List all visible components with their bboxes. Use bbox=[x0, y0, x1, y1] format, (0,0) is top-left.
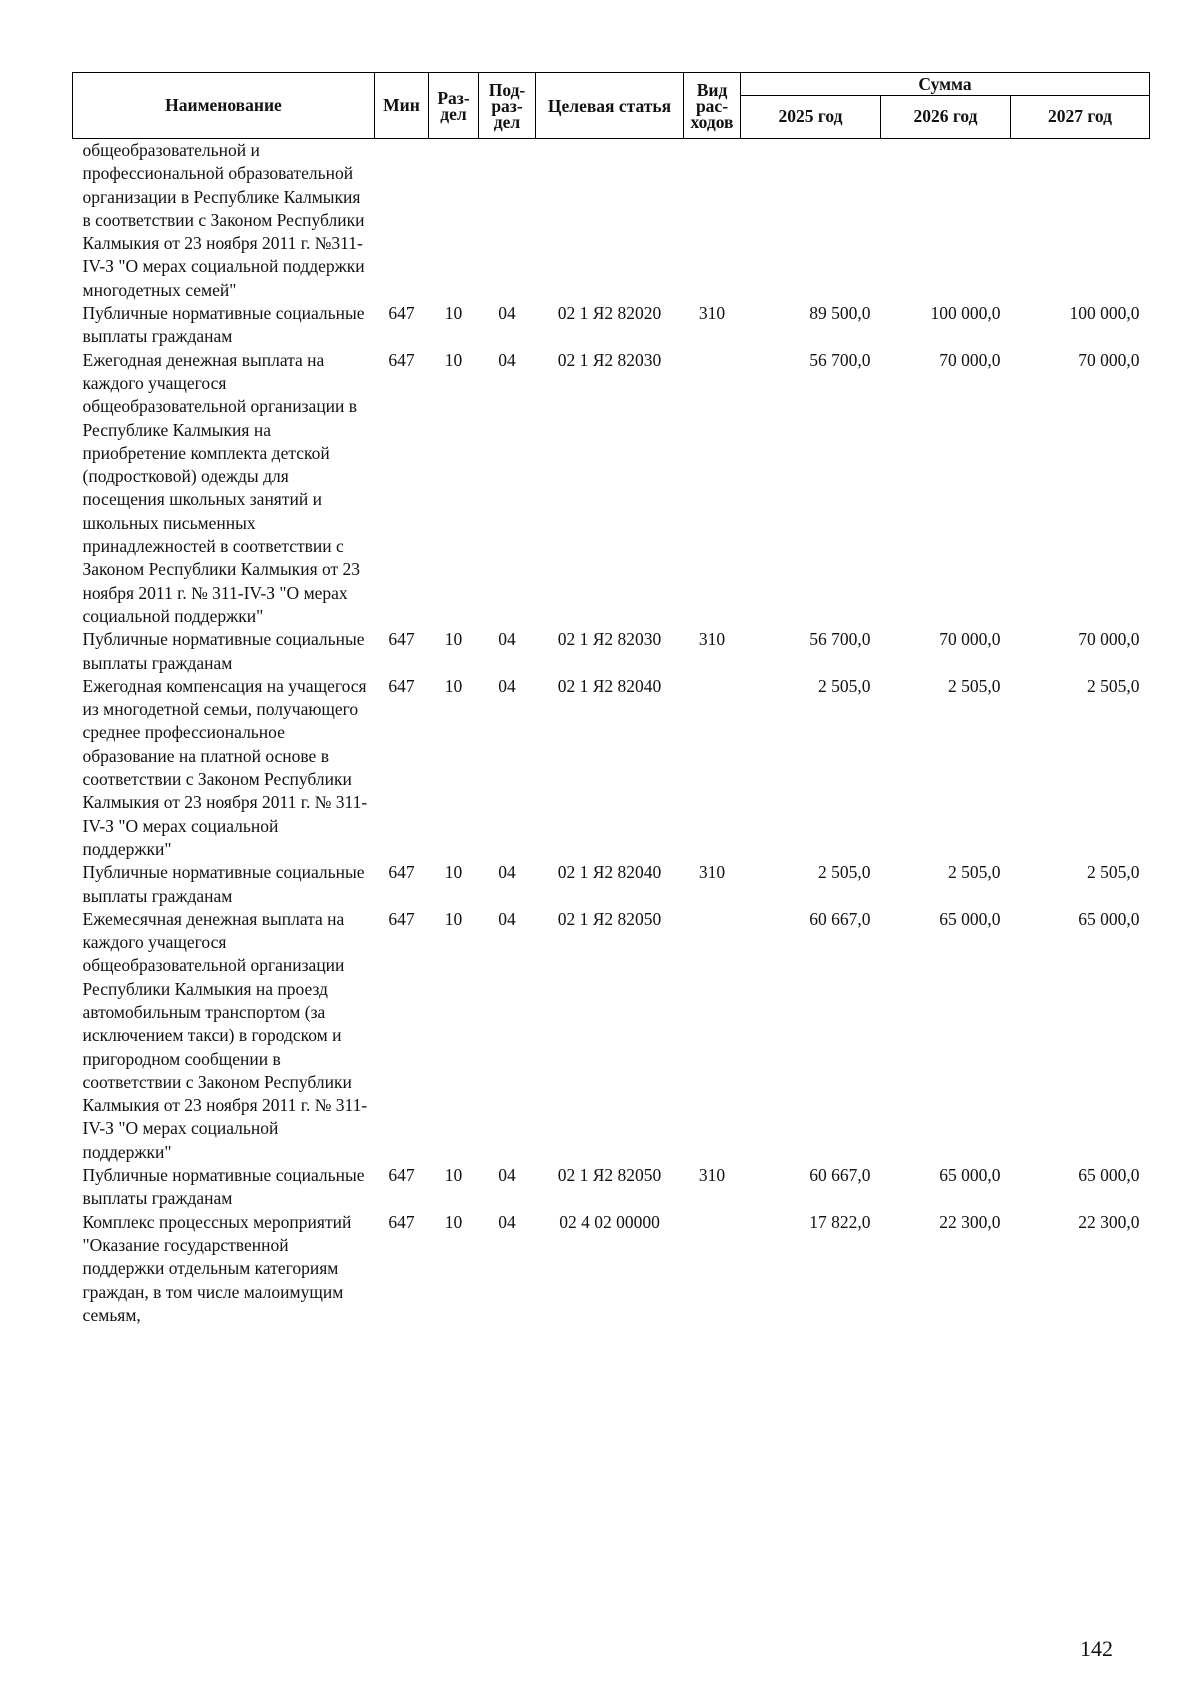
cell-name: Ежегодная компенсация на учащегося из многодетной семьи, получающего среднее профессиональное образование на платной основе в соответствии с Законом Республики Калмыкия от 23 ноября 2011 г. № 311-IV-З "О мерах социальной поддержки" bbox=[82, 675, 368, 859]
cell-sum-2026: 65 000,0 bbox=[939, 1165, 1001, 1186]
cell-name: Публичные нормативные социальные выплаты гражданам bbox=[82, 629, 365, 673]
table-body bbox=[73, 139, 1150, 1328]
cell-sum-2025: 56 700,0 bbox=[809, 629, 871, 650]
cell-podrazdel: 04 bbox=[498, 908, 516, 929]
header-vid-rashodov: Вид рас- ходов bbox=[684, 73, 741, 139]
cell-sum-2025: 60 667,0 bbox=[809, 1165, 871, 1186]
cell-vid-rashodov: 310 bbox=[698, 1165, 726, 1186]
cell-razdel: 10 bbox=[444, 862, 463, 883]
cell-min: 647 bbox=[388, 1211, 415, 1232]
cell-min bbox=[375, 139, 429, 303]
cell-vid-rashodov bbox=[684, 908, 741, 1164]
cell-razdel: 10 bbox=[444, 303, 463, 324]
table-header bbox=[73, 73, 1150, 139]
budget-table bbox=[72, 72, 1150, 1327]
cell-sum-2025: 2 505,0 bbox=[818, 675, 871, 696]
cell-sum-2027: 2 505,0 bbox=[1087, 675, 1140, 696]
cell-sum-2025: 89 500,0 bbox=[809, 303, 871, 324]
cell-vid-rashodov: 310 bbox=[698, 629, 726, 650]
cell-name: Ежегодная денежная выплата на каждого учащегося общеобразовательной организации в Республике Калмыкия на приобретение комплекта детской (подростковой) одежды для посещения школьных занятий и школьных письменных принадлежностей в соответствии с Законом Республики Калмыкия от 23 ноября 2011 г. № 311-IV-З "О мерах социальной поддержки" bbox=[82, 349, 361, 626]
cell-razdel: 10 bbox=[444, 1165, 463, 1186]
cell-sum-2025: 17 822,0 bbox=[809, 1211, 871, 1232]
cell-min: 647 bbox=[388, 908, 415, 929]
header-name: Наименование bbox=[73, 73, 375, 139]
cell-podrazdel: 04 bbox=[498, 1165, 516, 1186]
cell-podrazdel: 04 bbox=[498, 349, 516, 370]
cell-razdel: 10 bbox=[444, 1211, 463, 1232]
cell-podrazdel: 04 bbox=[498, 1211, 516, 1232]
cell-min: 647 bbox=[388, 349, 415, 370]
cell-name: общеобразовательной и профессиональной образовательной организации в Республике Калмыкия в соответствии с Законом Республики Калмыкия от 23 ноября 2011 г. №311-IV-З "О мерах социальной поддержки многодетных семей" bbox=[82, 140, 365, 300]
cell-podrazdel: 04 bbox=[498, 675, 516, 696]
cell-sum-2026: 70 000,0 bbox=[939, 349, 1001, 370]
cell-razdel bbox=[429, 139, 479, 303]
cell-vid-rashodov: 310 bbox=[698, 303, 726, 324]
cell-name: Публичные нормативные социальные выплаты гражданам bbox=[82, 1165, 365, 1209]
cell-name: Публичные нормативные социальные выплаты гражданам bbox=[82, 862, 365, 906]
cell-sum-2026: 100 000,0 bbox=[930, 303, 1001, 324]
cell-vid-rashodov bbox=[684, 675, 741, 861]
cell-sum-2026: 65 000,0 bbox=[939, 908, 1001, 929]
table-row bbox=[73, 139, 1150, 303]
header-min: Мин bbox=[375, 73, 429, 139]
header-2025: 2025 год bbox=[741, 96, 881, 139]
cell-min: 647 bbox=[388, 303, 415, 324]
cell-razdel: 10 bbox=[444, 349, 463, 370]
page-number: 142 bbox=[1080, 1636, 1113, 1661]
cell-min: 647 bbox=[388, 675, 415, 696]
cell-celevaya-statya: 02 1 Я2 82040 bbox=[557, 675, 662, 696]
header-podrazdel: Под- раз- дел bbox=[479, 73, 536, 139]
table-row bbox=[73, 861, 1150, 908]
cell-celevaya-statya: 02 1 Я2 82050 bbox=[557, 908, 662, 929]
cell-razdel: 10 bbox=[444, 675, 463, 696]
cell-celevaya-statya: 02 1 Я2 82030 bbox=[557, 349, 662, 370]
cell-vid-rashodov: 310 bbox=[698, 862, 726, 883]
cell-sum-2026: 70 000,0 bbox=[939, 629, 1001, 650]
cell-sum-2027: 100 000,0 bbox=[1069, 303, 1140, 324]
header-celevaya-statya: Целевая статья bbox=[536, 73, 684, 139]
cell-celevaya-statya: 02 1 Я2 82050 bbox=[557, 1165, 662, 1186]
header-2027: 2027 год bbox=[1011, 96, 1150, 139]
cell-name: Комплекс процессных мероприятий "Оказание государственной поддержки отдельным категориям граждан, в том числе малоимущим семьям, bbox=[82, 1211, 352, 1325]
table-row bbox=[73, 908, 1150, 1164]
cell-celevaya-statya: 02 4 02 00000 bbox=[559, 1211, 660, 1232]
cell-celevaya-statya: 02 1 Я2 82040 bbox=[557, 862, 662, 883]
table-row bbox=[73, 628, 1150, 675]
cell-celevaya-statya: 02 1 Я2 82030 bbox=[557, 629, 662, 650]
cell-sum-2025 bbox=[741, 139, 881, 303]
cell-podrazdel: 04 bbox=[498, 303, 516, 324]
cell-sum-2025: 2 505,0 bbox=[818, 862, 871, 883]
cell-podrazdel bbox=[479, 139, 536, 303]
cell-name: Публичные нормативные социальные выплаты гражданам bbox=[82, 303, 365, 347]
header-razdel: Раз- дел bbox=[429, 73, 479, 139]
table-row bbox=[73, 302, 1150, 349]
cell-sum-2027: 70 000,0 bbox=[1078, 349, 1140, 370]
cell-razdel: 10 bbox=[444, 908, 463, 929]
table-row bbox=[73, 1164, 1150, 1211]
cell-sum-2026 bbox=[881, 139, 1011, 303]
cell-sum-2027 bbox=[1011, 139, 1150, 303]
cell-sum-2026: 2 505,0 bbox=[948, 862, 1001, 883]
cell-name: Ежемесячная денежная выплата на каждого учащегося общеобразовательной организации Республики Калмыкия на проезд автомобильным транспортом (за исключением такси) в городском и пригородном сообщении в соответствии с Законом Республики Калмыкия от 23 ноября 2011 г. № 311-IV-З "О мерах социальной поддержки" bbox=[82, 908, 368, 1162]
cell-min: 647 bbox=[388, 1165, 415, 1186]
cell-min: 647 bbox=[388, 862, 415, 883]
cell-sum-2025: 60 667,0 bbox=[809, 908, 871, 929]
cell-sum-2027: 70 000,0 bbox=[1078, 629, 1140, 650]
cell-sum-2026: 2 505,0 bbox=[948, 675, 1001, 696]
cell-razdel: 10 bbox=[444, 629, 463, 650]
cell-sum-2027: 65 000,0 bbox=[1078, 1165, 1140, 1186]
cell-sum-2027: 22 300,0 bbox=[1078, 1211, 1140, 1232]
cell-sum-2026: 22 300,0 bbox=[939, 1211, 1001, 1232]
cell-celevaya-statya: 02 1 Я2 82020 bbox=[557, 303, 662, 324]
table-row bbox=[73, 349, 1150, 629]
cell-podrazdel: 04 bbox=[498, 629, 516, 650]
header-2026: 2026 год bbox=[881, 96, 1011, 139]
cell-celevaya-statya bbox=[536, 139, 684, 303]
cell-vid-rashodov bbox=[684, 349, 741, 629]
cell-sum-2025: 56 700,0 bbox=[809, 349, 871, 370]
table-row bbox=[73, 1211, 1150, 1327]
cell-podrazdel: 04 bbox=[498, 862, 516, 883]
cell-min: 647 bbox=[388, 629, 415, 650]
table-row bbox=[73, 675, 1150, 861]
header-summa: Сумма bbox=[741, 73, 1150, 96]
cell-vid-rashodov bbox=[684, 1211, 741, 1327]
cell-vid-rashodov bbox=[684, 139, 741, 303]
cell-sum-2027: 65 000,0 bbox=[1078, 908, 1140, 929]
cell-sum-2027: 2 505,0 bbox=[1087, 862, 1140, 883]
